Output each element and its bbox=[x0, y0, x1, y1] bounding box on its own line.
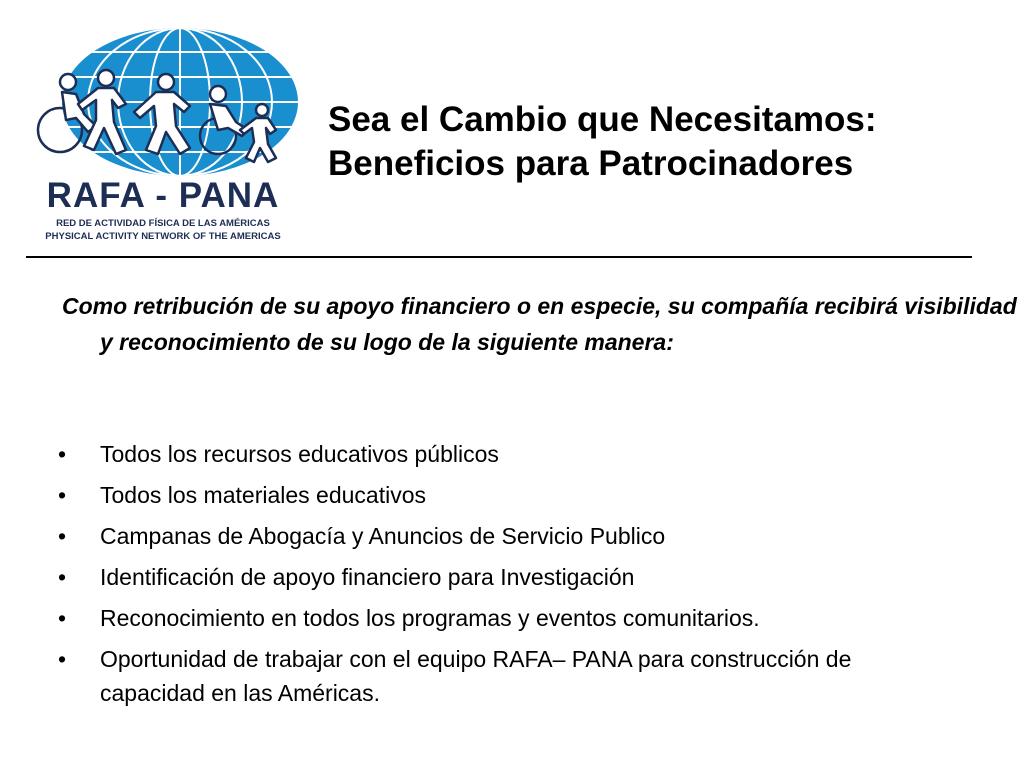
bullet-icon: • bbox=[58, 441, 67, 467]
slide-title-line-1: Sea el Cambio que Necesitamos: bbox=[328, 100, 877, 139]
title-divider bbox=[26, 256, 972, 258]
bullet-icon: • bbox=[58, 646, 67, 672]
slide-title-line-2: Beneficios para Patrocinadores bbox=[328, 144, 854, 183]
slide-title bbox=[328, 98, 988, 186]
logo-subtitle-english: PHYSICAL ACTIVITY NETWORK OF THE AMERICAS bbox=[45, 231, 281, 242]
list-item bbox=[58, 519, 958, 553]
list-item-text: Identificación de apoyo financiero para Investigación bbox=[100, 564, 635, 590]
benefits-list bbox=[58, 437, 958, 717]
list-item bbox=[58, 560, 958, 594]
bullet-icon: • bbox=[58, 482, 67, 508]
list-item bbox=[58, 478, 958, 512]
intro-paragraph: Como retribución de su apoyo financiero o en especie, su compañía recibirá visibilidad y reconocimiento de su logo de la siguiente manera: bbox=[62, 293, 1017, 355]
list-item bbox=[58, 642, 958, 710]
list-item-text: Reconocimiento en todos los programas y eventos comunitarios. bbox=[100, 605, 760, 631]
list-item-text: Campanas de Abogacía y Anuncios de Servicio Publico bbox=[100, 523, 666, 549]
bullet-icon: • bbox=[58, 564, 67, 590]
logo-subtitle-spanish: RED DE ACTIVIDAD FÍSICA DE LAS AMÉRICAS bbox=[56, 218, 270, 229]
rafa-pana-logo bbox=[22, 22, 304, 244]
globe-figures-icon bbox=[22, 22, 304, 182]
list-item-text: Todos los recursos educativos públicos bbox=[100, 441, 499, 467]
bullet-icon: • bbox=[58, 523, 67, 549]
bullet-icon: • bbox=[58, 605, 67, 631]
list-item bbox=[58, 601, 958, 635]
list-item-text: Todos los materiales educativos bbox=[100, 482, 426, 508]
list-item bbox=[58, 437, 958, 471]
logo-name: RAFA - PANA bbox=[46, 176, 280, 215]
list-item-text: Oportunidad de trabajar con el equipo RAFA– PANA para construcción de capacidad en las Américas. bbox=[100, 646, 852, 706]
